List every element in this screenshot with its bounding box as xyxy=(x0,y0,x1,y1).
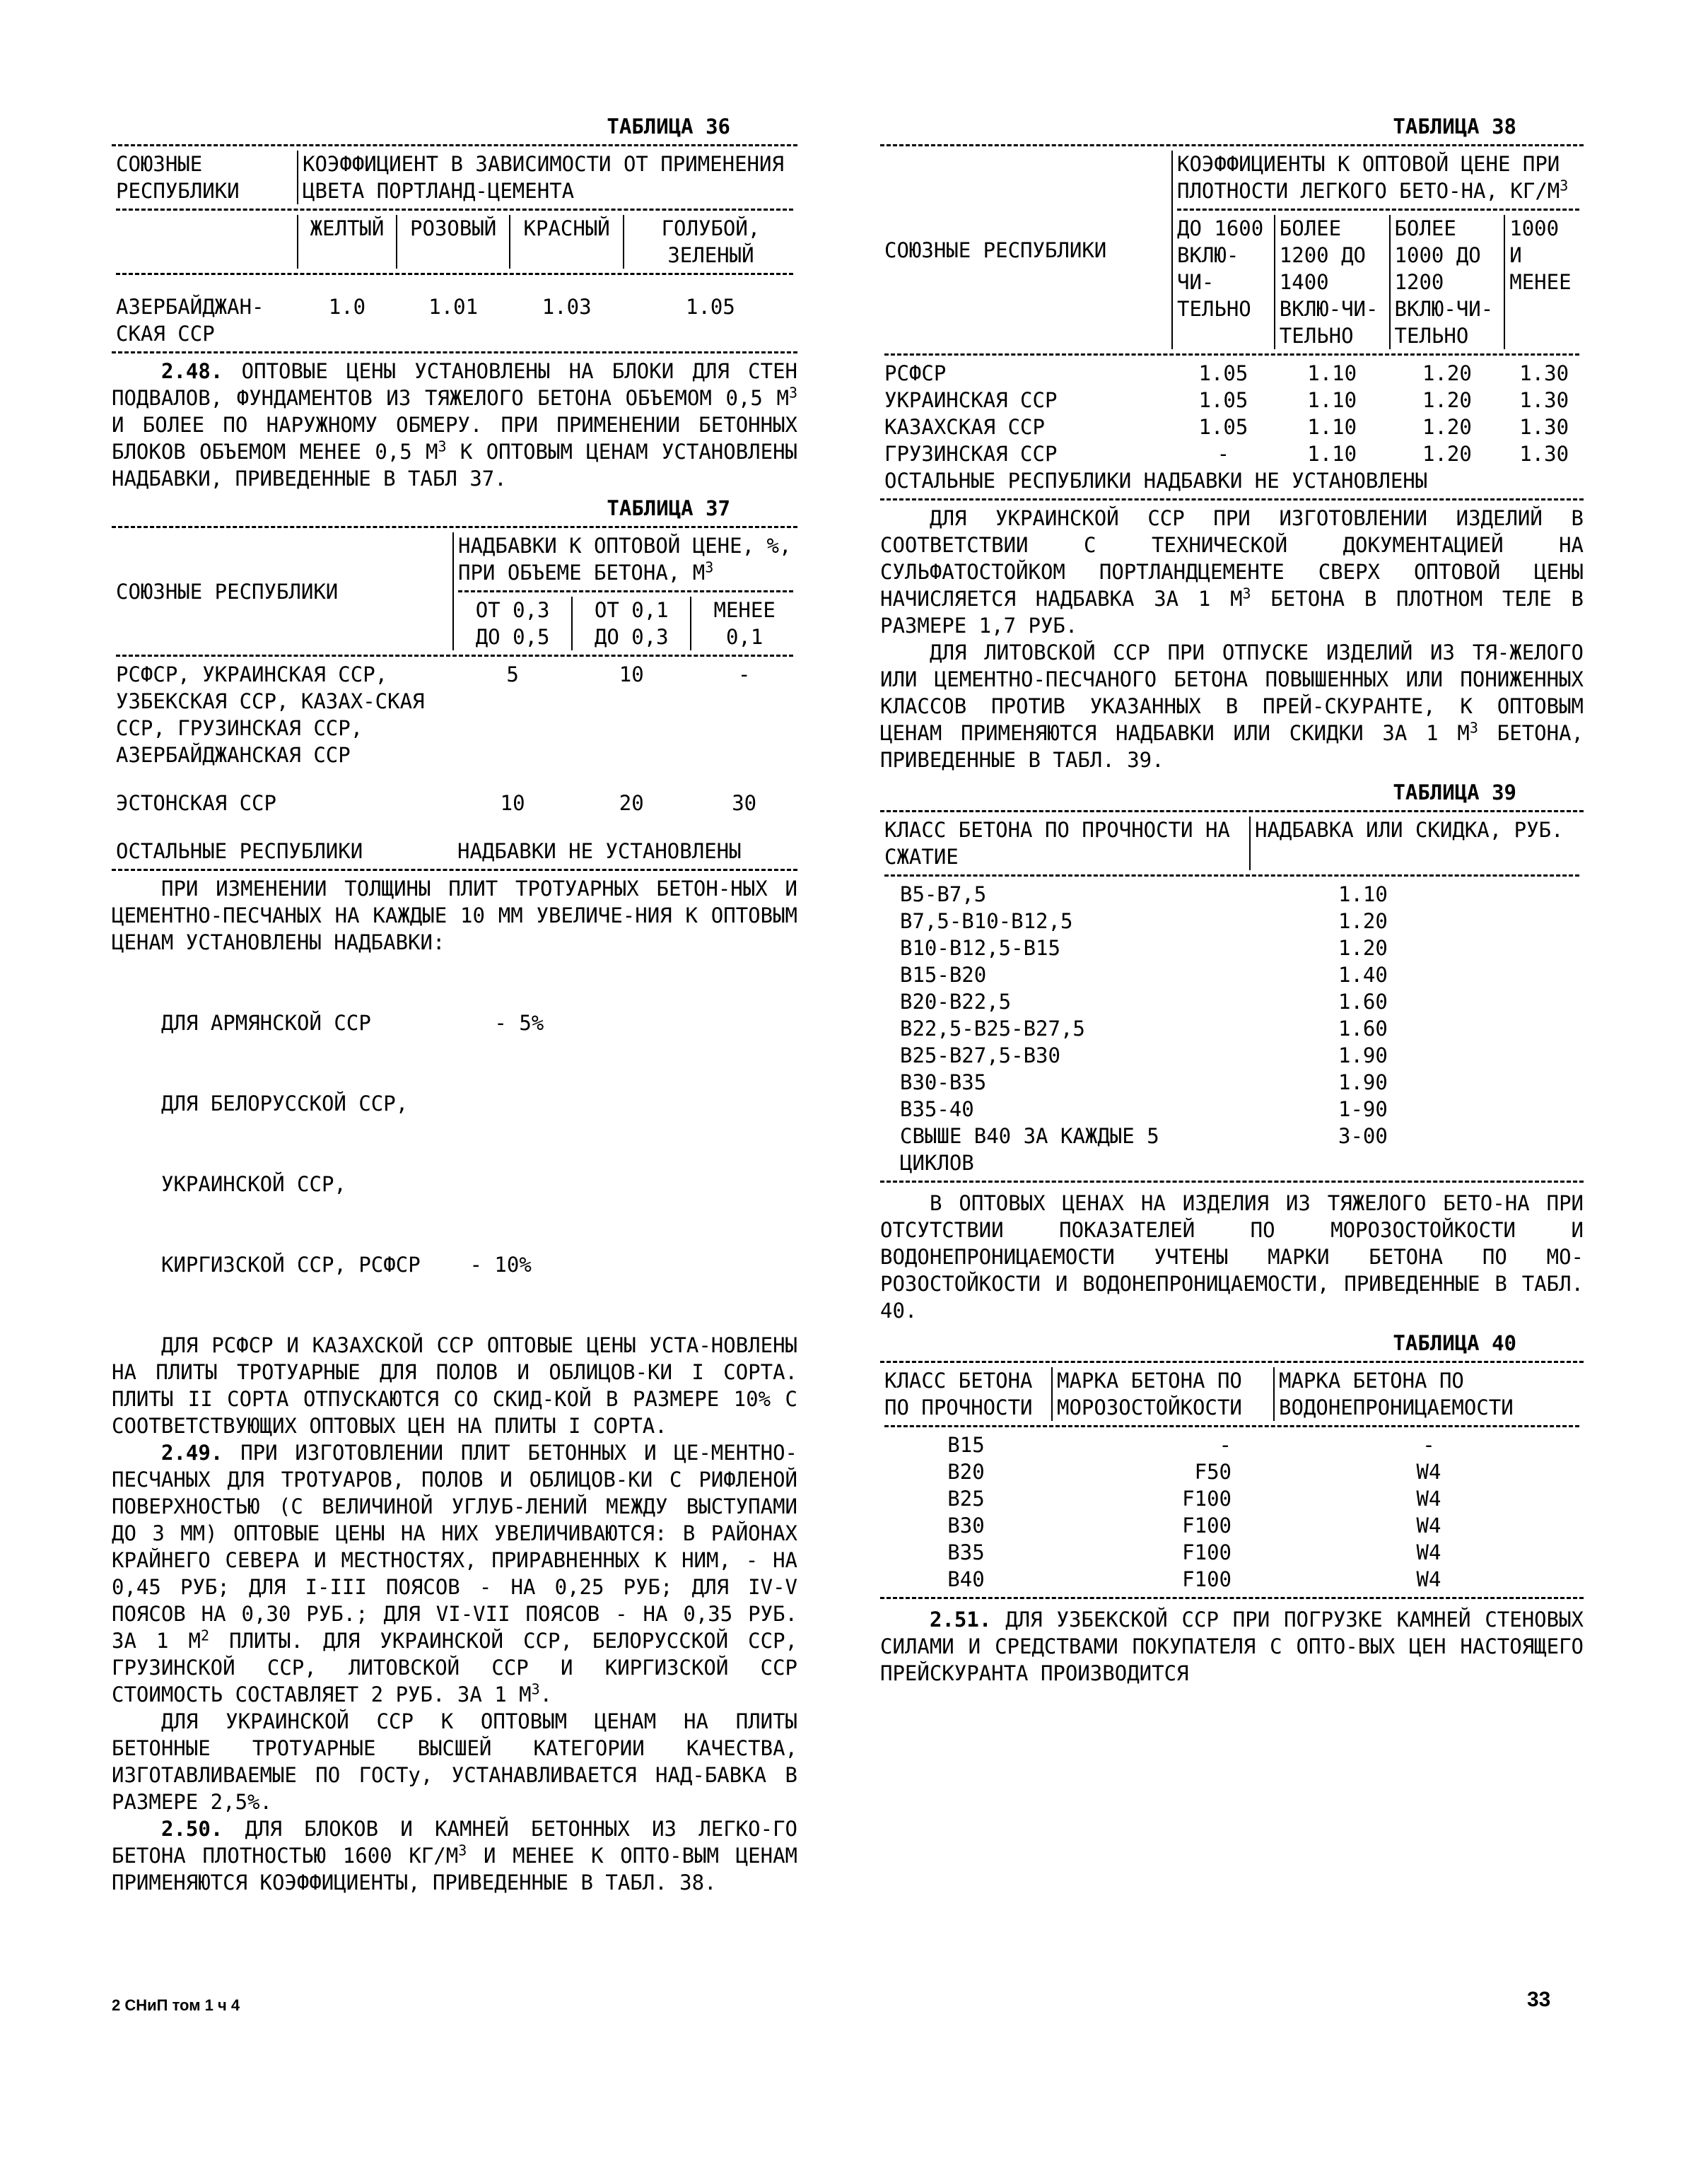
divider xyxy=(1177,209,1579,211)
t36-row-value: 1.0 xyxy=(328,295,366,319)
t39-head-class: КЛАСС БЕТОНА ПО ПРОЧНОСТИ НА СЖАТИЕ xyxy=(884,818,1230,869)
t36-head-republics: СОЮЗНЫЕ РЕСПУБЛИКИ xyxy=(116,152,240,203)
table-row: B35-40 1-90 xyxy=(900,1097,1388,1121)
paragraph-2-50: 2.50. ДЛЯ БЛОКОВ И КАМНЕЙ БЕТОННЫХ ИЗ ЛЕГКО-ГО БЕТОНА ПЛОТНОСТЬЮ 1600 $КГ/М^3$ И МЕНЕЕ К ОПТО-ВЫМ ЦЕНАМ ПРИМЕНЯЮТСЯ КОЭФФИЦИЕНТЫ, ПРИВЕДЕННЫЕ В ТАБЛ. 38. xyxy=(112,1817,798,1895)
divider xyxy=(116,655,793,657)
section-number: 2.48. xyxy=(161,359,223,383)
table-row: РСФСР 1.05 1.10 1.20 1.30 xyxy=(884,361,1569,385)
table-row: РСФСР, УКРАИНСКАЯ ССР, УЗБЕКСКАЯ ССР, КАЗАХ-СКАЯ ССР, ГРУЗИНСКАЯ ССР, АЗЕРБАЙДЖАНСКАЯ ССР 5 10 - xyxy=(112,661,797,768)
table-36 xyxy=(112,151,797,347)
list-item: УКРАИНСКОЙ ССР, xyxy=(161,1172,346,1196)
t38-head-group: КОЭФФИЦИЕНТЫ К ОПТОВОЙ ЦЕНЕ ПРИ ПЛОТНОСТИ ЛЕГКОГО БЕТО-НА, $КГ/М^3$ xyxy=(1172,151,1584,204)
t38-sub-col: БОЛЕЕ 1000 ДО 1200 ВКЛЮ-ЧИ-ТЕЛЬНО xyxy=(1390,215,1505,349)
divider xyxy=(880,1181,1584,1183)
table-row: B5-B7,5 1.10 xyxy=(900,882,1388,906)
divider xyxy=(112,351,797,353)
table-row: B25-B27,5-B30 1.90 xyxy=(900,1043,1388,1067)
table-row: B20-B22,5 1.60 xyxy=(900,990,1388,1014)
surcharge-list xyxy=(112,956,797,1332)
page-number: 33 xyxy=(1527,1988,1551,2011)
list-item: КИРГИЗСКОЙ ССР, РСФСР - 10% xyxy=(161,1253,532,1277)
paragraph: ДЛЯ УКРАИНСКОЙ ССР ПРИ ИЗГОТОВЛЕНИИ ИЗДЕЛИЙ В СООТВЕТСТВИИ С ТЕХНИЧЕСКОЙ ДОКУМЕНТАЦИЕЙ НА СУЛЬФАТОСТОЙКОМ ПОРТЛАНДЦЕМЕНТЕ СВЕРХ ОПТОВОЙ ЦЕНЫ НАЧИСЛЯЕТСЯ НАДБАВКА ЗА 1 $М^3$ БЕТОНА В ПЛОТНОМ ТЕЛЕ В РАЗМЕРЕ 1,7 РУБ. xyxy=(880,506,1584,638)
t36-sub-blue-green: ГОЛУБОЙ, ЗЕЛЕНЫЙ xyxy=(624,215,797,269)
section-number: 2.49. xyxy=(161,1441,223,1465)
t36-row-value: 1.03 xyxy=(542,295,592,319)
table-40-caption: ТАБЛИЦА 40 xyxy=(1393,1331,1516,1355)
left-column xyxy=(112,113,797,1896)
paragraph-2-48: 2.48. ОПТОВЫЕ ЦЕНЫ УСТАНОВЛЕНЫ НА БЛОКИ ДЛЯ СТЕН ПОДВАЛОВ, ФУНДАМЕНТОВ ИЗ ТЯЖЕЛОГО БЕТОНА ОБЪЕМОМ 0,5 $М^3$ И БОЛЕЕ ПО НАРУЖНОМУ ОБМЕРУ. ПРИ ПРИМЕНЕНИИ БЕТОННЫХ БЛОКОВ ОБЪЕМОМ МЕНЕЕ 0,5 $М^3$ К ОПТОВЫМ ЦЕНАМ УСТАНОВЛЕНЫ НАДБАВКИ, ПРИВЕДЕННЫЕ В ТАБЛ 37. xyxy=(112,359,797,491)
t37-row-name: ОСТАЛЬНЫЕ РЕСПУБЛИКИ xyxy=(116,839,363,863)
paragraph: ПРИ ИЗМЕНЕНИИ ТОЛЩИНЫ ПЛИТ ТРОТУАРНЫХ БЕТОН-НЫХ И ЦЕМЕНТНО-ПЕСЧАНЫХ НА КАЖДЫЕ 10 ММ УВЕЛИЧЕ-НИЯ К ОПТОВЫМ ЦЕНАМ УСТАНОВЛЕНЫ НАДБАВКИ: xyxy=(112,877,797,954)
table-row: КАЗАХСКАЯ ССР 1.05 1.10 1.20 1.30 xyxy=(884,415,1569,439)
divider xyxy=(880,1597,1584,1599)
list-item: ДЛЯ АРМЯНСКОЙ ССР - 5% xyxy=(161,1011,544,1035)
divider xyxy=(458,590,793,592)
table-row: B30 F100 W4 xyxy=(947,1514,1441,1538)
table-row: ОСТАЛЬНЫЕ РЕСПУБЛИКИ НАДБАВКИ НЕ УСТАНОВЛЕНЫ xyxy=(884,469,1428,493)
table-37-caption: ТАБЛИЦА 37 xyxy=(607,496,730,520)
t37-sub-col: ОТ 0,1 ДО 0,3 xyxy=(572,597,691,650)
t36-row-value: 1.01 xyxy=(428,295,479,319)
t36-row-value: 1.05 xyxy=(686,295,735,319)
t36-row-name: АЗЕРБАЙДЖАН-СКАЯ ССР xyxy=(116,295,264,346)
paragraph: ДЛЯ РСФСР И КАЗАХСКОЙ ССР ОПТОВЫЕ ЦЕНЫ УСТА-НОВЛЕНЫ НА ПЛИТЫ ТРОТУАРНЫЕ ДЛЯ ПОЛОВ И ОБЛИЦОВ-КИ I СОРТА. ПЛИТЫ II СОРТА ОТПУСКАЮТСЯ СО СКИД-КОЙ В РАЗМЕРЕ 10% С СООТВЕТСТВУЮЩИХ ОПТОВЫХ ЦЕН НА ПЛИТЫ I СОРТА. xyxy=(112,1333,797,1438)
t37-head-group: НАДБАВКИ К ОПТОВОЙ ЦЕНЕ, %, ПРИ ОБЪЕМЕ БЕТОНА, $М^3$ xyxy=(453,532,797,586)
t40-head-water: МАРКА БЕТОНА ПО ВОДОНЕПРОНИЦАЕМОСТИ xyxy=(1274,1367,1584,1421)
t38-sub-col: ДО 1600 ВКЛЮ-ЧИ-ТЕЛЬНО xyxy=(1172,215,1275,349)
table-row: B15 - - xyxy=(947,1433,1435,1457)
t37-row-name: РСФСР, УКРАИНСКАЯ ССР, УЗБЕКСКАЯ ССР, КАЗАХ-СКАЯ ССР, ГРУЗИНСКАЯ ССР, АЗЕРБАЙДЖАНСКАЯ ССР xyxy=(116,662,425,767)
divider xyxy=(880,1361,1584,1363)
table-39-caption: ТАБЛИЦА 39 xyxy=(1393,780,1516,804)
table-row: B40 F100 W4 xyxy=(947,1567,1441,1591)
t37-head-republics: СОЮЗНЫЕ РЕСПУБЛИКИ xyxy=(116,579,339,604)
divider xyxy=(880,810,1584,812)
paragraph: ДЛЯ ЛИТОВСКОЙ ССР ПРИ ОТПУСКЕ ИЗДЕЛИЙ ИЗ ТЯ-ЖЕЛОГО ИЛИ ЦЕМЕНТНО-ПЕСЧАНОГО БЕТОНА ПОВЫШЕННЫХ ИЛИ ПОНИЖЕННЫХ КЛАССОВ ПРОТИВ УКАЗАННЫХ В ПРЕЙ-СКУРАНТЕ, К ОПТОВЫМ ЦЕНАМ ПРИМЕНЯЮТСЯ НАДБАВКИ ИЛИ СКИДКИ ЗА 1 $М^3$ БЕТОНА, ПРИВЕДЕННЫЕ В ТАБЛ. 39. xyxy=(880,640,1584,772)
t36-sub-pink: РОЗОВЫЙ xyxy=(397,215,510,269)
divider xyxy=(112,144,797,146)
table-row: СВЫШЕ B40 ЗА КАЖДЫЕ 5 ЦИКЛОВ 3-00 xyxy=(900,1124,1388,1175)
table-row: B7,5-B10-B12,5 1.20 xyxy=(900,909,1388,933)
section-number: 2.51. xyxy=(930,1608,992,1632)
table-row: ЭСТОНСКАЯ ССР 10 20 30 xyxy=(112,790,797,816)
divider xyxy=(884,1425,1579,1427)
t40-head-class: КЛАСС БЕТОНА ПО ПРОЧНОСТИ xyxy=(884,1369,1033,1419)
t38-sub-col: БОЛЕЕ 1200 ДО 1400 ВКЛЮ-ЧИ-ТЕЛЬНО xyxy=(1275,215,1390,349)
table-40 xyxy=(880,1367,1584,1593)
divider xyxy=(116,273,793,275)
t38-sub-col: 1000 И МЕНЕЕ xyxy=(1504,215,1584,349)
table-row: B20 F50 W4 xyxy=(947,1460,1441,1484)
divider xyxy=(884,874,1579,877)
table-37 xyxy=(112,532,797,865)
table-39 xyxy=(880,816,1584,1176)
t37-sub-col: МЕНЕЕ 0,1 xyxy=(691,597,797,650)
t36-head-group: КОЭФФИЦИЕНТ В ЗАВИСИМОСТИ ОТ ПРИМЕНЕНИЯ ЦВЕТА ПОРТЛАНД-ЦЕМЕНТА xyxy=(298,151,797,204)
divider xyxy=(880,498,1584,500)
t36-sub-red: КРАСНЫЙ xyxy=(510,215,623,269)
t39-head-surcharge: НАДБАВКА ИЛИ СКИДКА, РУБ. xyxy=(1250,816,1584,870)
table-row: B35 F100 W4 xyxy=(947,1540,1441,1564)
divider xyxy=(112,526,797,528)
table-38 xyxy=(880,151,1584,494)
divider xyxy=(116,209,793,211)
table-row: B15-B20 1.40 xyxy=(900,963,1388,987)
table-row xyxy=(112,838,797,865)
t37-row-name: ЭСТОНСКАЯ ССР xyxy=(116,791,276,815)
table-row: УКРАИНСКАЯ ССР 1.05 1.10 1.20 1.30 xyxy=(884,388,1569,412)
paragraph: В ОПТОВЫХ ЦЕНАХ НА ИЗДЕЛИЯ ИЗ ТЯЖЕЛОГО БЕТО-НА ПРИ ОТСУТСТВИИ ПОКАЗАТЕЛЕЙ ПО МОРОЗОСТОЙКОСТИ И ВОДОНЕПРОНИЦАЕМОСТИ УЧТЕНЫ МАРКИ БЕТОНА ПО МО-РОЗОСТОЙКОСТИ И ВОДОНЕПРОНИЦАЕМОСТИ, ПРИВЕДЕННЫЕ В ТАБЛ. 40. xyxy=(880,1191,1584,1323)
table-row: B10-B12,5-B15 1.20 xyxy=(900,936,1388,960)
paragraph: ДЛЯ УКРАИНСКОЙ ССР К ОПТОВЫМ ЦЕНАМ НА ПЛИТЫ БЕТОННЫЕ ТРОТУАРНЫЕ ВЫСШЕЙ КАТЕГОРИИ КАЧЕСТВА, ИЗГОТАВЛИВАЕМЫЕ ПО ГОСТу, УСТАНАВЛИВАЕТСЯ НАД-БАВКА В РАЗМЕРЕ 2,5%. xyxy=(112,1709,797,1814)
list-item: ДЛЯ БЕЛОРУССКОЙ ССР, xyxy=(161,1091,409,1116)
t36-sub-yellow: ЖЕЛТЫЙ xyxy=(298,215,397,269)
divider xyxy=(884,353,1579,356)
t38-head-republics: СОЮЗНЫЕ РЕСПУБЛИКИ xyxy=(884,238,1107,262)
table-row: B25 F100 W4 xyxy=(947,1487,1441,1511)
table-row: B22,5-B25-B27,5 1.60 xyxy=(900,1017,1388,1041)
t40-head-frost: МАРКА БЕТОНА ПО МОРОЗОСТОЙКОСТИ xyxy=(1052,1367,1274,1421)
table-38-caption: ТАБЛИЦА 38 xyxy=(1393,115,1516,139)
paragraph-2-49: 2.49. ПРИ ИЗГОТОВЛЕНИИ ПЛИТ БЕТОННЫХ И ЦЕ-МЕНТНО-ПЕСЧАНЫХ ДЛЯ ТРОТУАРОВ, ПОЛОВ И ОБЛИЦОВ-КИ С РИФЛЕНОЙ ПОВЕРХНОСТЬЮ (С ВЕЛИЧИНОЙ УГЛУБ-ЛЕНИЙ МЕЖДУ ВЫСТУПАМИ ДО 3 ММ) ОПТОВЫЕ ЦЕНЫ НА НИХ УВЕЛИЧИВАЮТСЯ: В РАЙОНАХ КРАЙНЕГО СЕВЕРА И МЕСТНОСТЯХ, ПРИРАВНЕННЫХ К НИМ, - НА 0,45 РУБ; ДЛЯ I-III ПОЯСОВ - НА 0,25 РУБ; ДЛЯ IV-V ПОЯСОВ НА 0,30 РУБ.; ДЛЯ VI-VII ПОЯСОВ - НА 0,35 РУБ. ЗА 1 $М^2$ ПЛИТЫ. ДЛЯ УКРАИНСКОЙ ССР, БЕЛОРУССКОЙ ССР, ГРУЗИНСКОЙ ССР, ЛИТОВСКОЙ ССР И КИРГИЗСКОЙ ССР СТОИМОСТЬ СОСТАВЛЯЕТ 2 РУБ. ЗА 1 $М^3$. xyxy=(112,1441,797,1707)
divider xyxy=(112,869,797,871)
t37-row-note: НАДБАВКИ НЕ УСТАНОВЛЕНЫ xyxy=(457,839,742,863)
right-column xyxy=(880,113,1584,1687)
footer-source: 2 СНиП том 1 ч 4 xyxy=(112,1996,240,2014)
table-row: ГРУЗИНСКАЯ ССР - 1.10 1.20 1.30 xyxy=(884,442,1569,466)
table-36-caption: ТАБЛИЦА 36 xyxy=(607,115,730,139)
table-row: B30-B35 1.90 xyxy=(900,1070,1388,1094)
paragraph-2-51: 2.51. ДЛЯ УЗБЕКСКОЙ ССР ПРИ ПОГРУЗКЕ КАМНЕЙ СТЕНОВЫХ СИЛАМИ И СРЕДСТВАМИ ПОКУПАТЕЛЯ С ОПТО-ВЫХ ЦЕН НАСТОЯЩЕГО ПРЕЙСКУРАНТА ПРОИЗВОДИТСЯ xyxy=(880,1608,1584,1685)
t37-sub-col: ОТ 0,3 ДО 0,5 xyxy=(453,597,572,650)
section-number: 2.50. xyxy=(161,1817,223,1841)
divider xyxy=(880,144,1584,146)
